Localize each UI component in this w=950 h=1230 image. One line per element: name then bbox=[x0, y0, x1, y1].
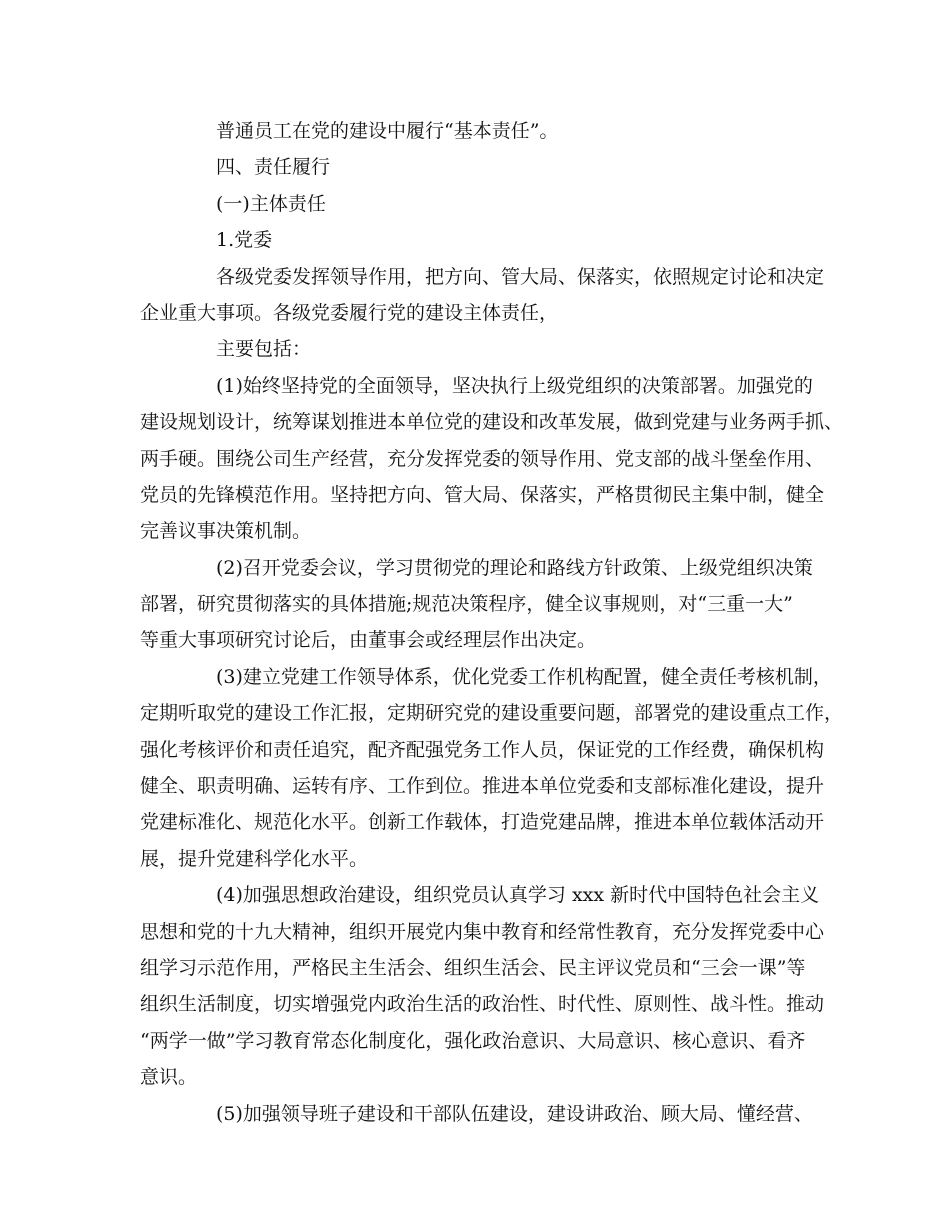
text-line: 企业重大事项。各级党委履行党的建设主体责任， bbox=[140, 301, 559, 324]
text-line: 党员的先锋模范作用。坚持把方向、管大局、保落实，严格贯彻民主集中制，健全 bbox=[140, 483, 825, 506]
item-heading: 1.党委 bbox=[216, 229, 273, 252]
text-line: 两手硬。围绕公司生产经营，充分发挥党委的领导作用、党支部的战斗堡垒作用、 bbox=[140, 447, 825, 470]
text-line: 展，提升党建科学化水平。 bbox=[140, 847, 369, 870]
text-line: 普通员工在党的建设中履行“基本责任”。 bbox=[216, 120, 559, 142]
text-line: 强化考核评价和责任追究，配齐配强党务工作人员，保证党的工作经费，确保机构 bbox=[140, 738, 825, 761]
text-line: 定期听取党的建设工作汇报，定期研究党的建设重要问题，部署党的建设重点工作， bbox=[140, 702, 844, 725]
document-body bbox=[140, 113, 844, 1132]
text-line: (5)加强领导班子建设和干部队伍建设，建设讲政治、顾大局、懂经营、 bbox=[216, 1102, 813, 1125]
section-heading: 四、责任履行 bbox=[216, 156, 331, 179]
text-line: 部署，研究贯彻落实的具体措施;规范决策程序，健全议事规则，对“三重一大” bbox=[140, 593, 793, 616]
subsection-heading: (一)主体责任 bbox=[216, 192, 326, 215]
text-line: “两学一做”学习教育常态化制度化，强化政治意识、大局意识、核心意识、看齐 bbox=[140, 1029, 806, 1052]
text-line: 思想和党的十九大精神，组织开展党内集中教育和经常性教育，充分发挥党委中心 bbox=[140, 920, 825, 943]
text-line: 建设规划设计，统筹谋划推进本单位党的建设和改革发展，做到党建与业务两手抓、 bbox=[140, 411, 844, 434]
text-line: (2)召开党委会议，学习贯彻党的理论和路线方针政策、上级党组织决策 bbox=[216, 556, 813, 579]
text-line: 组织生活制度，切实增强党内政治生活的政治性、时代性、原则性、战斗性。推动 bbox=[140, 993, 825, 1016]
text-line: 党建标准化、规范化水平。创新工作载体，打造党建品牌，推进本单位载体活动开 bbox=[140, 811, 825, 834]
text-line: 等重大事项研究讨论后，由董事会或经理层作出决定。 bbox=[140, 629, 597, 652]
text-line: 健全、职责明确、运转有序、工作到位。推进本单位党委和支部标准化建设，提升 bbox=[140, 775, 825, 798]
text-line: 各级党委发挥领导作用，把方向、管大局、保落实，依照规定讨论和决定 bbox=[216, 265, 825, 288]
text-line: (1)始终坚持党的全面领导，坚决执行上级党组织的决策部署。加强党的 bbox=[216, 374, 813, 397]
text-line: 完善议事决策机制。 bbox=[140, 520, 312, 543]
text-line: 组学习示范作用，严格民主生活会、组织生活会、民主评议党员和“三会一课”等 bbox=[140, 956, 806, 979]
text-line: 意识。 bbox=[140, 1066, 198, 1089]
text-line: (3)建立党建工作领导体系，优化党委工作机构配置，健全责任考核机制， bbox=[216, 665, 832, 688]
text-line: (4)加强思想政治建设，组织党员认真学习 xxx 新时代中国特色社会主义 bbox=[216, 884, 820, 907]
text-line: 主要包括： bbox=[216, 338, 312, 361]
